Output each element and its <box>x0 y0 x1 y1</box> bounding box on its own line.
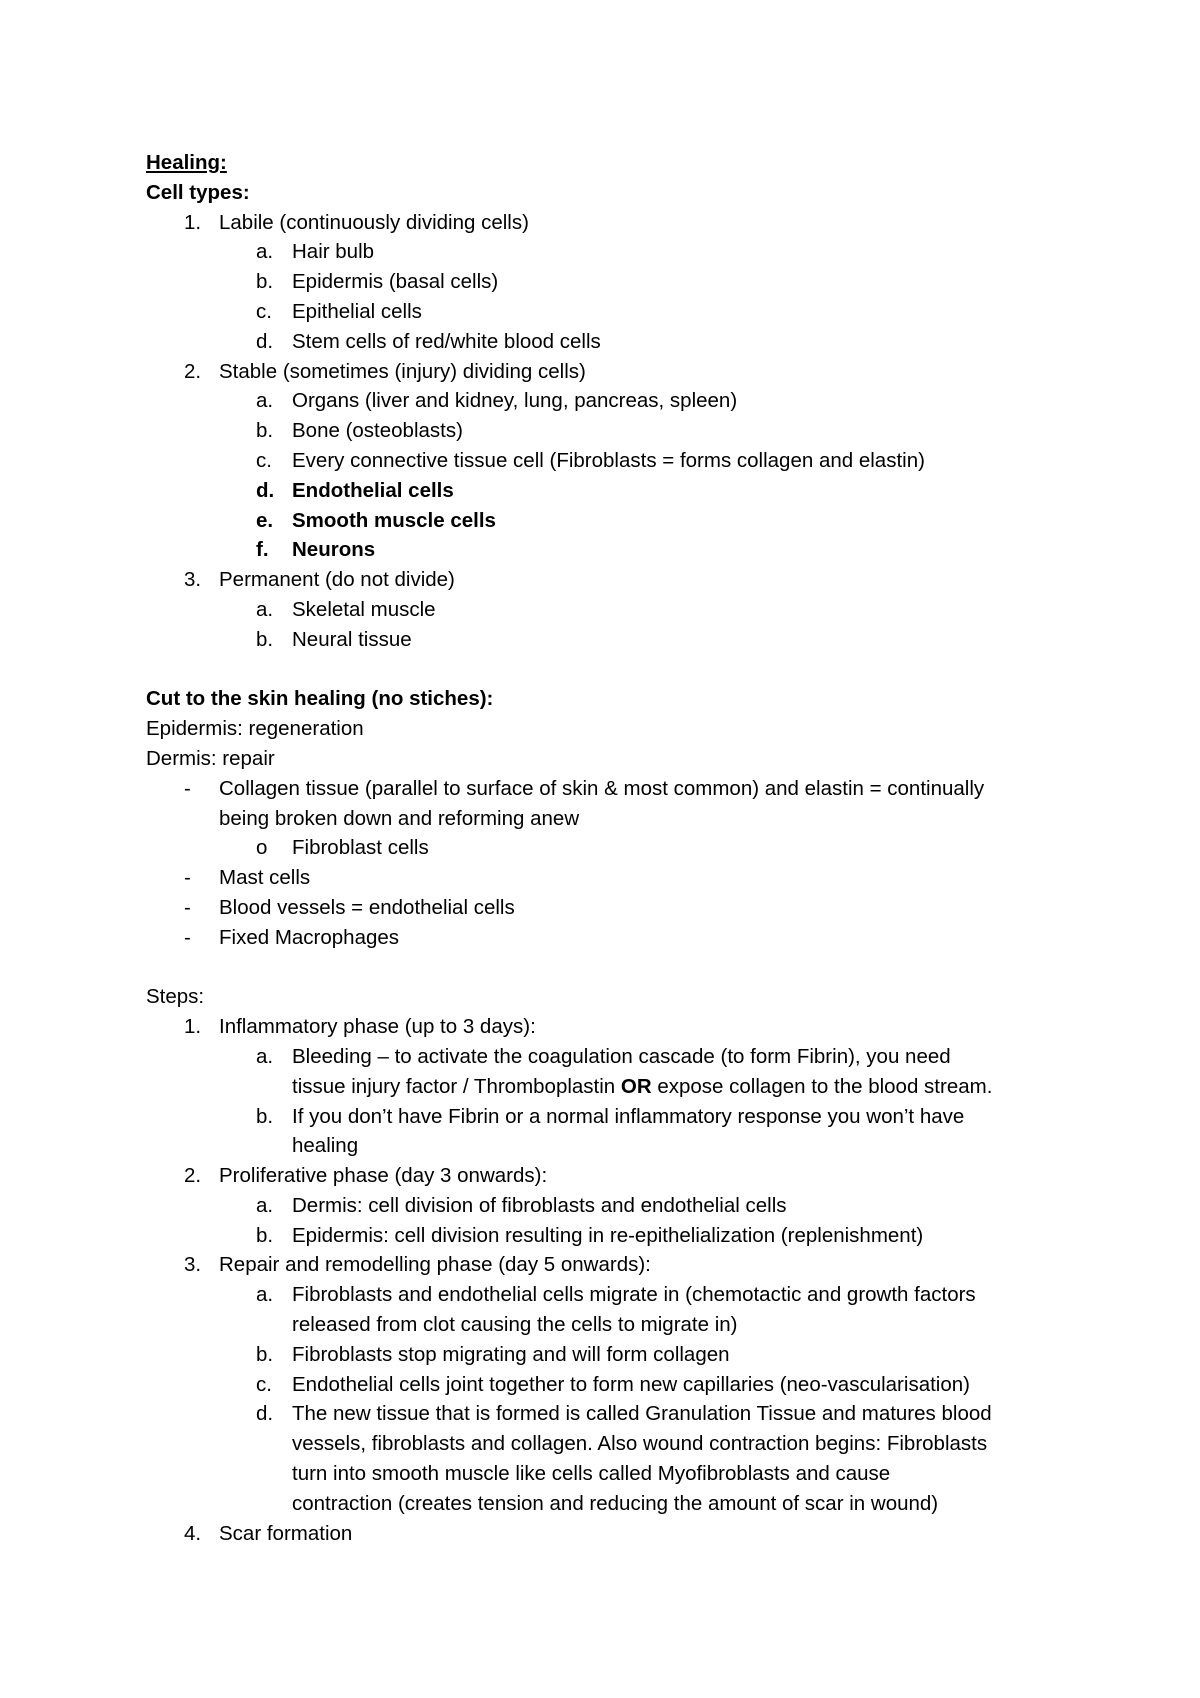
bullet-subitem <box>146 833 1086 863</box>
spacer <box>146 953 1086 983</box>
list-subitem <box>146 595 1086 625</box>
list-letter: a. <box>256 1193 274 1217</box>
list-item <box>146 208 1086 238</box>
bullet-dash: - <box>184 925 191 949</box>
list-letter: a. <box>256 1044 274 1068</box>
list-number: 1. <box>184 1015 202 1039</box>
list-letter: a. <box>256 389 274 413</box>
bullet-text: Mast cells <box>219 866 311 890</box>
list-subitem-text: Skeletal muscle <box>292 597 436 621</box>
list-subitem-text: Epidermis: cell division resulting in re-epithelialization (replenishment) <box>292 1223 924 1247</box>
emphasis-text: OR <box>620 1074 652 1098</box>
list-number: 1. <box>184 210 202 234</box>
list-item-text: Inflammatory phase (up to 3 days): <box>219 1015 536 1039</box>
bullet-circle: o <box>256 836 268 860</box>
list-subitem <box>146 625 1086 655</box>
bullet-text: Blood vessels = endothelial cells <box>219 895 515 919</box>
list-subitem <box>146 1340 1086 1370</box>
list-subitem <box>146 1191 1086 1221</box>
list-subitem-continued <box>146 1131 1086 1161</box>
list-subitem <box>146 1102 1086 1132</box>
list-subitem-text: Neurons <box>292 538 376 562</box>
list-letter: b. <box>256 1342 274 1366</box>
list-subitem-text: Every connective tissue cell (Fibroblasts = forms collagen and elastin) <box>292 448 925 472</box>
list-subitem-text: vessels, fibroblasts and collagen. Also wound contraction begins: Fibroblasts <box>292 1432 988 1456</box>
list-subitem-text: expose collagen to the blood stream. <box>651 1074 993 1098</box>
list-subitem-text: Fibroblasts stop migrating and will form collagen <box>292 1342 730 1366</box>
list-letter: b. <box>256 1104 274 1128</box>
list-letter: e. <box>256 508 274 532</box>
list-subitem-continued <box>146 1489 1086 1519</box>
list-subitem <box>146 446 1086 476</box>
list-item-text: Labile (continuously dividing cells) <box>219 210 529 234</box>
list-subitem <box>146 297 1086 327</box>
list-subitem <box>146 1221 1086 1251</box>
list-letter: c. <box>256 299 272 323</box>
list-item <box>146 565 1086 595</box>
list-letter: d. <box>256 1402 274 1426</box>
section-heading-steps: Steps: <box>146 985 205 1009</box>
list-item-text: Scar formation <box>219 1521 353 1545</box>
bullet-subitem-text: Fibroblast cells <box>292 836 429 860</box>
list-letter: c. <box>256 1372 272 1396</box>
bullet-item <box>146 923 1086 953</box>
list-subitem-text: Smooth muscle cells <box>292 508 496 532</box>
list-subitem-text: Endothelial cells <box>292 478 454 502</box>
list-subitem-text: Stem cells of red/white blood cells <box>292 329 601 353</box>
list-number: 4. <box>184 1521 202 1545</box>
list-letter: b. <box>256 419 274 443</box>
list-subitem <box>146 1399 1086 1429</box>
list-item-text: Repair and remodelling phase (day 5 onwards): <box>219 1253 651 1277</box>
list-subitem-text: released from clot causing the cells to migrate in) <box>292 1313 738 1337</box>
list-subitem-text: Organs (liver and kidney, lung, pancreas, spleen) <box>292 389 738 413</box>
list-subitem-text: tissue injury factor / Thromboplastin <box>292 1074 621 1098</box>
list-subitem-text: Bone (osteoblasts) <box>292 419 463 443</box>
list-letter: a. <box>256 240 274 264</box>
list-letter: a. <box>256 1283 274 1307</box>
page-title: Healing: <box>146 151 227 174</box>
epidermis-line: Epidermis: regeneration <box>146 717 364 741</box>
list-subitem-text: contraction (creates tension and reducing the amount of scar in wound) <box>292 1491 939 1515</box>
bullet-dash: - <box>184 895 191 919</box>
document-body <box>146 148 1086 1548</box>
list-subitem-text: Fibroblasts and endothelial cells migrate in (chemotactic and growth factors <box>292 1283 976 1307</box>
list-item-text: Proliferative phase (day 3 onwards): <box>219 1164 548 1188</box>
list-number: 3. <box>184 1253 202 1277</box>
list-item-text: Stable (sometimes (injury) dividing cells) <box>219 359 586 383</box>
list-item <box>146 1250 1086 1280</box>
section-heading-cell-types: Cell types: <box>146 180 250 204</box>
list-letter: d. <box>256 329 274 353</box>
list-letter: d. <box>256 478 275 502</box>
list-subitem <box>146 476 1086 506</box>
dermis-line: Dermis: repair <box>146 746 275 770</box>
list-subitem-text: Endothelial cells joint together to form new capillaries (neo-vascularisation) <box>292 1372 970 1396</box>
list-letter: b. <box>256 627 274 651</box>
bullet-dash: - <box>184 866 191 890</box>
list-subitem <box>146 416 1086 446</box>
list-subitem-continued <box>146 1459 1086 1489</box>
list-subitem <box>146 327 1086 357</box>
list-subitem-continued <box>146 1310 1086 1340</box>
bullet-item-continued <box>146 804 1086 834</box>
bullet-text: Fixed Macrophages <box>219 925 400 949</box>
bullet-item <box>146 893 1086 923</box>
list-subitem-text: healing <box>292 1134 359 1158</box>
bullet-dash: - <box>184 776 191 800</box>
list-number: 2. <box>184 1164 202 1188</box>
spacer <box>146 655 1086 685</box>
list-item <box>146 1161 1086 1191</box>
bullet-text: being broken down and reforming anew <box>219 806 580 830</box>
section-heading-cut: Cut to the skin healing (no stiches): <box>146 687 494 711</box>
list-item-text: Permanent (do not divide) <box>219 568 455 592</box>
list-letter: b. <box>256 270 274 294</box>
list-subitem-text: Neural tissue <box>292 627 412 651</box>
list-number: 3. <box>184 568 202 592</box>
list-subitem-text: turn into smooth muscle like cells called Myofibroblasts and cause <box>292 1462 891 1486</box>
list-subitem <box>146 237 1086 267</box>
list-subitem <box>146 506 1086 536</box>
list-item <box>146 1519 1086 1549</box>
list-subitem <box>146 1042 1086 1072</box>
list-subitem-text: Hair bulb <box>292 240 375 264</box>
list-letter: c. <box>256 448 272 472</box>
list-number: 2. <box>184 359 202 383</box>
list-subitem <box>146 1280 1086 1310</box>
bullet-item <box>146 863 1086 893</box>
list-subitem-text: Epithelial cells <box>292 299 422 323</box>
bullet-text: Collagen tissue (parallel to surface of skin & most common) and elastin = continually <box>219 776 985 800</box>
list-letter: b. <box>256 1223 274 1247</box>
list-item <box>146 357 1086 387</box>
list-subitem-text: If you don’t have Fibrin or a normal inflammatory response you won’t have <box>292 1104 965 1128</box>
list-subitem <box>146 386 1086 416</box>
list-item <box>146 1012 1086 1042</box>
list-subitem <box>146 1370 1086 1400</box>
list-subitem <box>146 535 1086 565</box>
list-subitem-text: Dermis: cell division of fibroblasts and endothelial cells <box>292 1193 787 1217</box>
list-subitem-continued <box>146 1072 1086 1102</box>
list-letter: a. <box>256 597 274 621</box>
list-subitem-text: Bleeding – to activate the coagulation cascade (to form Fibrin), you need <box>292 1044 951 1068</box>
list-subitem-text: The new tissue that is formed is called Granulation Tissue and matures blood <box>292 1402 992 1426</box>
list-subitem-continued <box>146 1429 1086 1459</box>
bullet-item <box>146 774 1086 804</box>
list-subitem <box>146 267 1086 297</box>
list-letter: f. <box>256 538 269 562</box>
list-subitem-text: Epidermis (basal cells) <box>292 270 499 294</box>
